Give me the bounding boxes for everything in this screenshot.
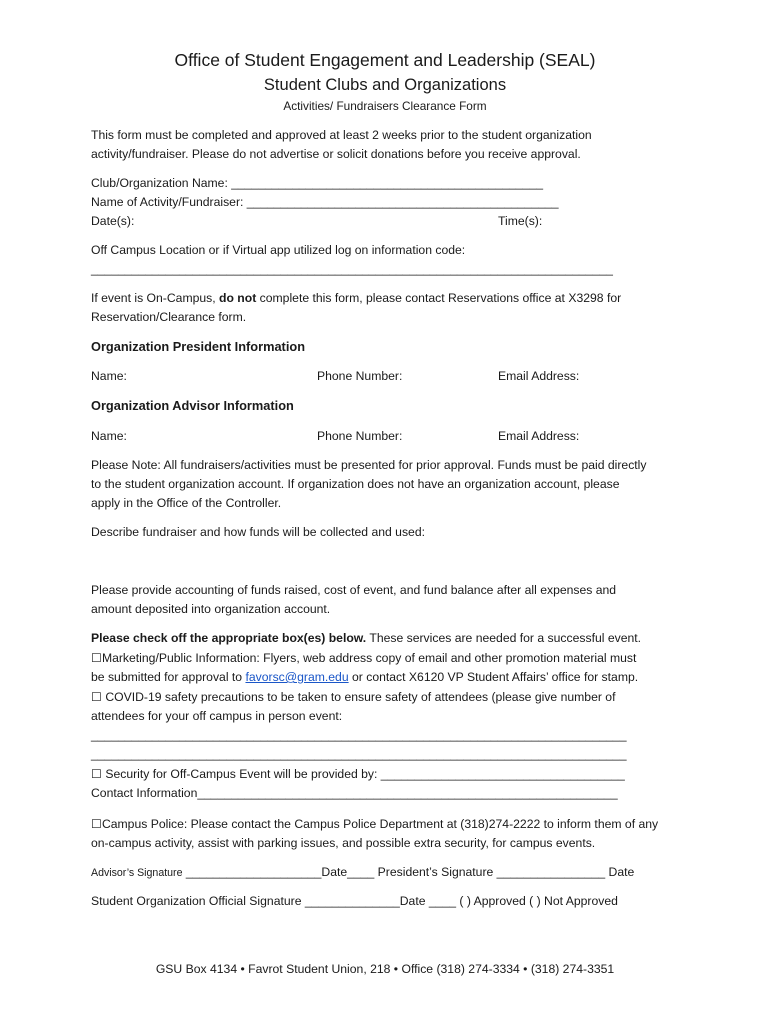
security-text: Security for Off-Campus Event will be provided by: ____________________________________ <box>101 767 625 781</box>
form-subtitle: Activities/ Fundraisers Clearance Form <box>283 99 487 113</box>
activity-name-field[interactable]: Name of Activity/Fundraiser: ______________________________________________ <box>91 195 559 209</box>
on-campus-line-1 <box>91 290 621 306</box>
services-heading <box>91 630 641 646</box>
services-heading-rest: These services are needed for a successful event. <box>366 631 642 645</box>
marketing-line-1 <box>91 650 636 666</box>
footer-contact: GSU Box 4134 • Favrot Student Union, 218 • Office (318) 274-3334 • (318) 274-3351 <box>155 962 615 976</box>
favorsc-email-link[interactable]: favorsc@gram.edu <box>245 670 349 684</box>
police-line-1 <box>91 816 658 832</box>
covid-text: COVID-19 safety precautions to be taken to ensure safety of attendees (please give number of <box>101 690 616 704</box>
advisor-signature-field[interactable]: ____________________Date____ President’s Signature ________________ Date <box>182 865 635 879</box>
services-heading-bold: Please check off the appropriate box(es) below. <box>91 631 367 645</box>
police-text: Campus Police: Please contact the Campus Police Department at (318)274-2222 to inform them of any <box>101 817 659 831</box>
police-checkbox[interactable]: ☐ <box>91 817 102 831</box>
contact-info-field[interactable]: Contact Information______________________________________________________________ <box>91 786 618 800</box>
intro-line-1: This form must be completed and approved at least 2 weeks prior to the student organization <box>91 128 592 142</box>
advisor-signature-line <box>91 864 634 881</box>
location-label: Off Campus Location or if Virtual app utilized log on information code: <box>91 243 466 257</box>
security-line <box>91 766 625 782</box>
dates-field[interactable]: Date(s): <box>91 214 135 228</box>
advisor-phone-field[interactable]: Phone Number: <box>317 429 403 443</box>
president-email-field[interactable]: Email Address: <box>498 369 580 383</box>
police-line-2: on-campus activity, assist with parking issues, and possible extra security, for campus events. <box>91 836 596 850</box>
covid-checkbox[interactable]: ☐ <box>91 690 102 704</box>
office-heading: Office of Student Engagement and Leadership (SEAL) <box>174 50 596 70</box>
intro-line-2: activity/fundraiser. Please do not advertise or solicit donations before you receive approval. <box>91 147 581 161</box>
covid-line-1 <box>91 689 615 705</box>
president-name-field[interactable]: Name: <box>91 369 127 383</box>
note-line-1: Please Note: All fundraisers/activities must be presented for prior approval. Funds must be paid directly <box>91 458 647 472</box>
marketing-text-pre: be submitted for approval to <box>91 670 246 684</box>
official-signature-line[interactable]: Student Organization Official Signature ______________Date ____ ( ) Approved ( ) Not Approved <box>91 894 618 908</box>
advisor-heading: Organization Advisor Information <box>91 398 294 413</box>
covid-attendees-field[interactable]: _______________________________________________________________________________ <box>91 728 627 742</box>
president-heading: Organization President Information <box>91 339 306 354</box>
advisor-email-field[interactable]: Email Address: <box>498 429 580 443</box>
president-phone-field[interactable]: Phone Number: <box>317 369 403 383</box>
advisor-name-field[interactable]: Name: <box>91 429 127 443</box>
describe-label: Describe fundraiser and how funds will be collected and used: <box>91 525 425 539</box>
marketing-text-post: or contact X6120 VP Student Affairs’ office for stamp. <box>348 670 639 684</box>
security-checkbox[interactable]: ☐ <box>91 767 102 781</box>
covid-line-2: attendees for your off campus in person event: <box>91 709 343 723</box>
note-line-2: to the student organization account. If organization does not have an organization account, please <box>91 477 620 491</box>
accounting-line-1: Please provide accounting of funds raised, cost of event, and fund balance after all expenses and <box>91 583 617 597</box>
form-title: Student Clubs and Organizations <box>263 76 507 94</box>
marketing-line-2 <box>91 669 638 685</box>
on-campus-bold: do not <box>219 291 257 305</box>
accounting-line-2: amount deposited into organization account. <box>91 602 331 616</box>
on-campus-post: complete this form, please contact Reservations office at X3298 for <box>256 291 622 305</box>
note-line-3: apply in the Office of the Controller. <box>91 496 282 510</box>
club-name-field[interactable]: Club/Organization Name: ______________________________________________ <box>91 176 544 190</box>
on-campus-pre: If event is On-Campus, <box>91 291 220 305</box>
marketing-checkbox[interactable]: ☐ <box>91 651 102 665</box>
marketing-text: Marketing/Public Information: Flyers, web address copy of email and other promotion material must <box>101 651 637 665</box>
location-field[interactable]: _____________________________________________________________________________ <box>91 262 613 276</box>
covid-attendees-field-2[interactable]: _______________________________________________________________________________ <box>91 747 627 761</box>
advisor-signature-label: Advisor’s Signature <box>91 867 183 879</box>
times-field[interactable]: Time(s): <box>498 214 543 228</box>
on-campus-line-2: Reservation/Clearance form. <box>91 310 247 324</box>
